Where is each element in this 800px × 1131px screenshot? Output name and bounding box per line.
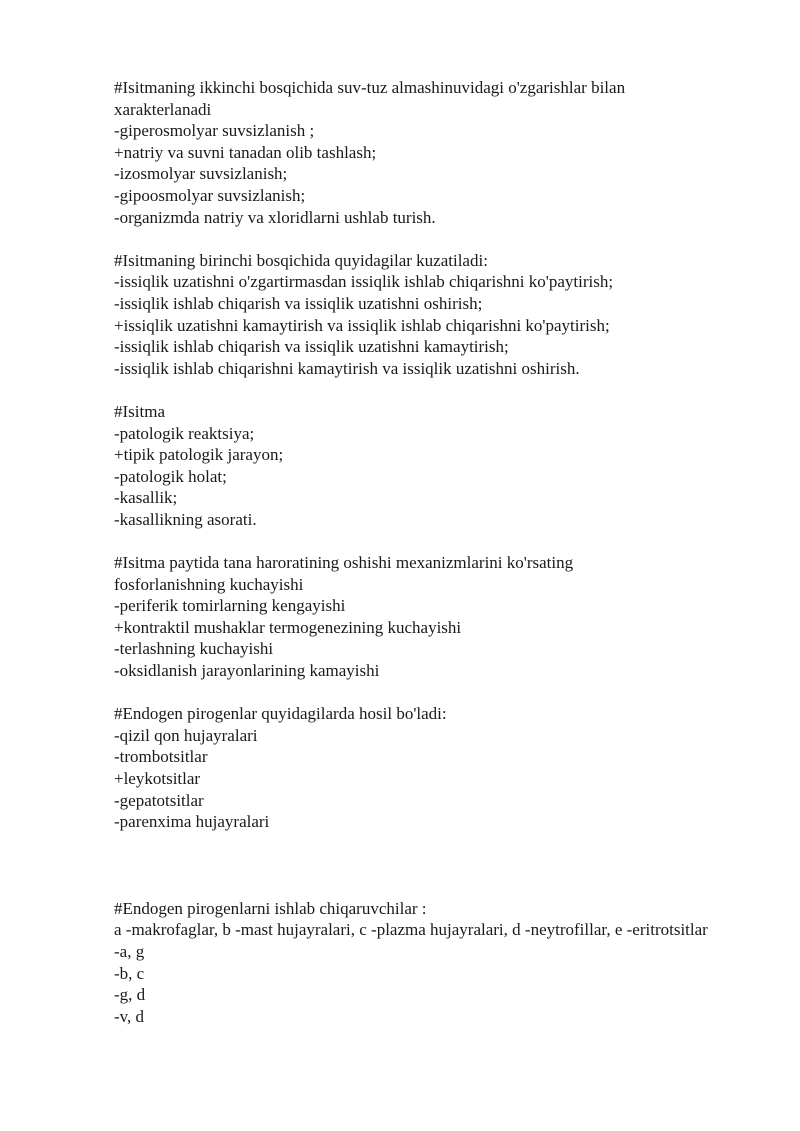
answer-option-correct: +issiqlik uzatishni kamaytirish va issiqlik ishlab chiqarishni ko'paytirish;: [114, 315, 610, 335]
answer-option: -terlashning kuchayishi: [114, 639, 274, 659]
question-block: [114, 703, 714, 833]
question-text: #Endogen pirogenlar quyidagilarda hosil bo'ladi:: [114, 704, 447, 724]
answer-legend: a -makrofaglar, b -mast hujayralari, c -plazma hujayralari, d -neytrofillar, e -eritrotsitlar: [114, 920, 708, 940]
answer-option: -organizmda natriy va xloridlarni ushlab turish.: [114, 207, 436, 227]
answer-option: -b, c: [114, 963, 145, 983]
answer-option: fosforlanishning kuchayishi: [114, 574, 304, 594]
document-page: [114, 77, 714, 1027]
answer-option: -gipoosmolyar suvsizlanish;: [114, 185, 306, 205]
answer-option-correct: +kontraktil mushaklar termogenezining kuchayishi: [114, 617, 462, 637]
question-block: [114, 552, 714, 682]
answer-option: -patologik holat;: [114, 466, 227, 486]
question-block: [114, 77, 714, 228]
answer-option: -patologik reaktsiya;: [114, 423, 255, 443]
question-text: #Endogen pirogenlarni ishlab chiqaruvchilar :: [114, 898, 427, 918]
answer-option: -giperosmolyar suvsizlanish ;: [114, 121, 315, 141]
answer-option-correct: +tipik patologik jarayon;: [114, 445, 284, 465]
answer-option: -issiqlik ishlab chiqarishni kamaytirish va issiqlik uzatishni oshirish.: [114, 358, 580, 378]
answer-option: -v, d: [114, 1006, 145, 1026]
answer-option: -oksidlanish jarayonlarining kamayishi: [114, 661, 380, 681]
question-text: #Isitmaning birinchi bosqichida quyidagilar kuzatiladi:: [114, 250, 488, 270]
answer-option: -kasallik;: [114, 488, 178, 508]
answer-option: -issiqlik ishlab chiqarish va issiqlik uzatishni kamaytirish;: [114, 337, 509, 357]
question-block: [114, 898, 714, 1028]
answer-option: -kasallikning asorati.: [114, 509, 257, 529]
question-text: #Isitmaning ikkinchi bosqichida suv-tuz almashinuvidagi o'zgarishlar bilan xarakterlanadi: [114, 78, 626, 119]
question-block: [114, 401, 714, 531]
answer-option: -izosmolyar suvsizlanish;: [114, 164, 288, 184]
answer-option: -qizil qon hujayralari: [114, 725, 258, 745]
answer-option-correct: +leykotsitlar: [114, 769, 201, 788]
answer-option: -gepatotsitlar: [114, 790, 204, 810]
answer-option-correct: +natriy va suvni tanadan olib tashlash;: [114, 142, 377, 162]
question-block: [114, 250, 714, 380]
answer-option: -issiqlik ishlab chiqarish va issiqlik uzatishni oshirish;: [114, 293, 483, 313]
answer-option: -trombotsitlar: [114, 747, 208, 767]
question-text: #Isitma paytida tana haroratining oshishi mexanizmlarini ko'rsating: [114, 553, 574, 573]
answer-option: -parenxima hujayralari: [114, 812, 270, 832]
answer-option: -g, d: [114, 985, 146, 1005]
question-text: #Isitma: [114, 401, 165, 421]
answer-option: -a, g: [114, 941, 145, 961]
answer-option: -periferik tomirlarning kengayishi: [114, 596, 346, 616]
answer-option: -issiqlik uzatishni o'zgartirmasdan issiqlik ishlab chiqarishni ko'paytirish;: [114, 272, 614, 292]
